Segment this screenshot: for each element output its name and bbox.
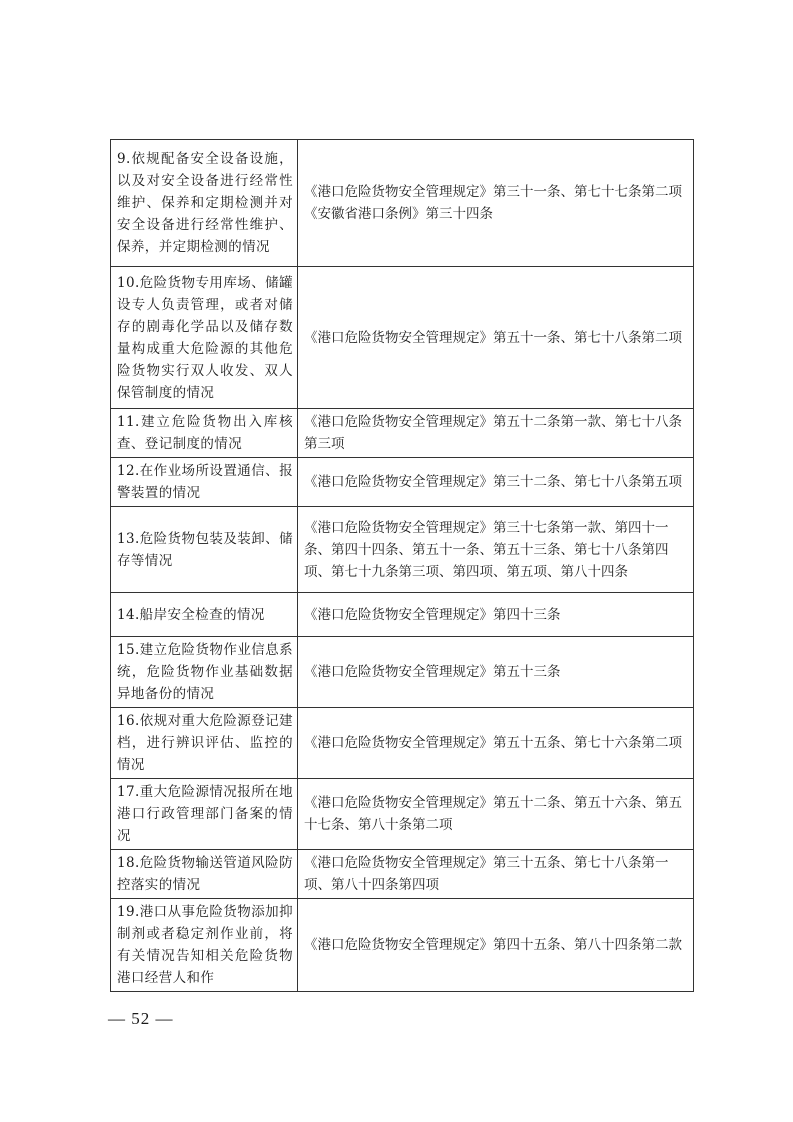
table-row xyxy=(111,507,694,593)
legal-basis-cell xyxy=(298,267,694,409)
table-row xyxy=(111,140,694,267)
inspection-item-cell: 15.建立危险货物作业信息系统，危险货物作业基础数据异地备份的情况 xyxy=(111,637,298,708)
table-row xyxy=(111,409,694,458)
inspection-item-cell: 18.危险货物输送管道风险防控落实的情况 xyxy=(111,850,298,899)
inspection-item-cell: 17.重大危险源情况报所在地港口行政管理部门备案的情况 xyxy=(111,779,298,850)
legal-basis-cell xyxy=(298,779,694,850)
legal-basis-text: 《港口危险货物安全管理规定》第三十二条、第七十八条第五项 xyxy=(304,474,682,490)
inspection-item-cell: 9.依规配备安全设备设施，以及对安全设备进行经常性维护、保养和定期检测并对安全设备进行经常性维护、保养，并定期检测的情况 xyxy=(111,140,298,267)
table-row xyxy=(111,779,694,850)
inspection-item-cell: 19.港口从事危险货物添加抑制剂或者稳定剂作业前，将有关情况告知相关危险货物港口经营人和作 xyxy=(111,899,298,992)
legal-basis-text: 《港口危险货物安全管理规定》第四十三条 xyxy=(304,606,561,623)
inspection-item-cell: 14.船岸安全检查的情况 xyxy=(111,593,298,637)
inspection-item-cell: 11.建立危险货物出入库核查、登记制度的情况 xyxy=(111,409,298,458)
legal-basis-cell xyxy=(298,507,694,593)
inspection-item-cell: 13.危险货物包装及装卸、储存等情况 xyxy=(111,507,298,593)
legal-basis-text: 《港口危险货物安全管理规定》第五十二条第一款、第七十八条第三项 xyxy=(304,414,682,452)
legal-basis-cell xyxy=(298,593,694,637)
legal-basis-cell xyxy=(298,140,694,267)
legal-basis-text: 《港口危险货物安全管理规定》第三十一条、第七十七条第二项 xyxy=(304,184,682,200)
table-row xyxy=(111,593,694,637)
legal-basis-cell xyxy=(298,850,694,899)
legal-basis-cell xyxy=(298,637,694,708)
legal-basis-text: 《港口危险货物安全管理规定》第五十三条 xyxy=(304,664,561,680)
table-row xyxy=(111,267,694,409)
table-row xyxy=(111,899,694,992)
inspection-item-cell: 10.危险货物专用库场、储罐设专人负责管理，或者对储存的剧毒化学品以及储存数量构成重大危险源的其他危险货物实行双人收发、双人保管制度的情况 xyxy=(111,267,298,409)
legal-basis-text: 《港口危险货物安全管理规定》第四十五条、第八十四条第二款 xyxy=(304,937,682,953)
legal-basis-cell xyxy=(298,458,694,507)
legal-basis-text: 《港口危险货物安全管理规定》第三十五条、第七十八条第一项、第八十四条第四项 xyxy=(304,855,669,893)
legal-basis-text: 《港口危险货物安全管理规定》第三十七条第一款、第四十一条、第四十四条、第五十一条、第五十三条、第七十八条第四项、第七十九条第三项、第四项、第五项、第八十四条 xyxy=(304,519,669,580)
legal-basis-cell xyxy=(298,899,694,992)
legal-basis-text: 《安徽省港口条例》第三十四条 xyxy=(304,206,493,222)
table-row xyxy=(111,637,694,708)
table-row xyxy=(111,708,694,779)
legal-basis-text: 《港口危险货物安全管理规定》第五十二条、第五十六条、第五十七条、第八十条第二项 xyxy=(304,795,682,833)
legal-basis-cell xyxy=(298,409,694,458)
table-row xyxy=(111,458,694,507)
legal-basis-text: 《港口危险货物安全管理规定》第五十五条、第七十六条第二项 xyxy=(304,735,682,751)
page-number: — 52 — xyxy=(108,1009,174,1028)
legal-basis-text: 《港口危险货物安全管理规定》第五十一条、第七十八条第二项 xyxy=(304,329,682,346)
inspection-item-cell: 16.依规对重大危险源登记建档，进行辨识评估、监控的情况 xyxy=(111,708,298,779)
inspection-item-cell: 12.在作业场所设置通信、报警装置的情况 xyxy=(111,458,298,507)
regulation-table-body xyxy=(111,140,694,992)
legal-basis-cell xyxy=(298,708,694,779)
regulation-table xyxy=(110,139,694,992)
table-row xyxy=(111,850,694,899)
